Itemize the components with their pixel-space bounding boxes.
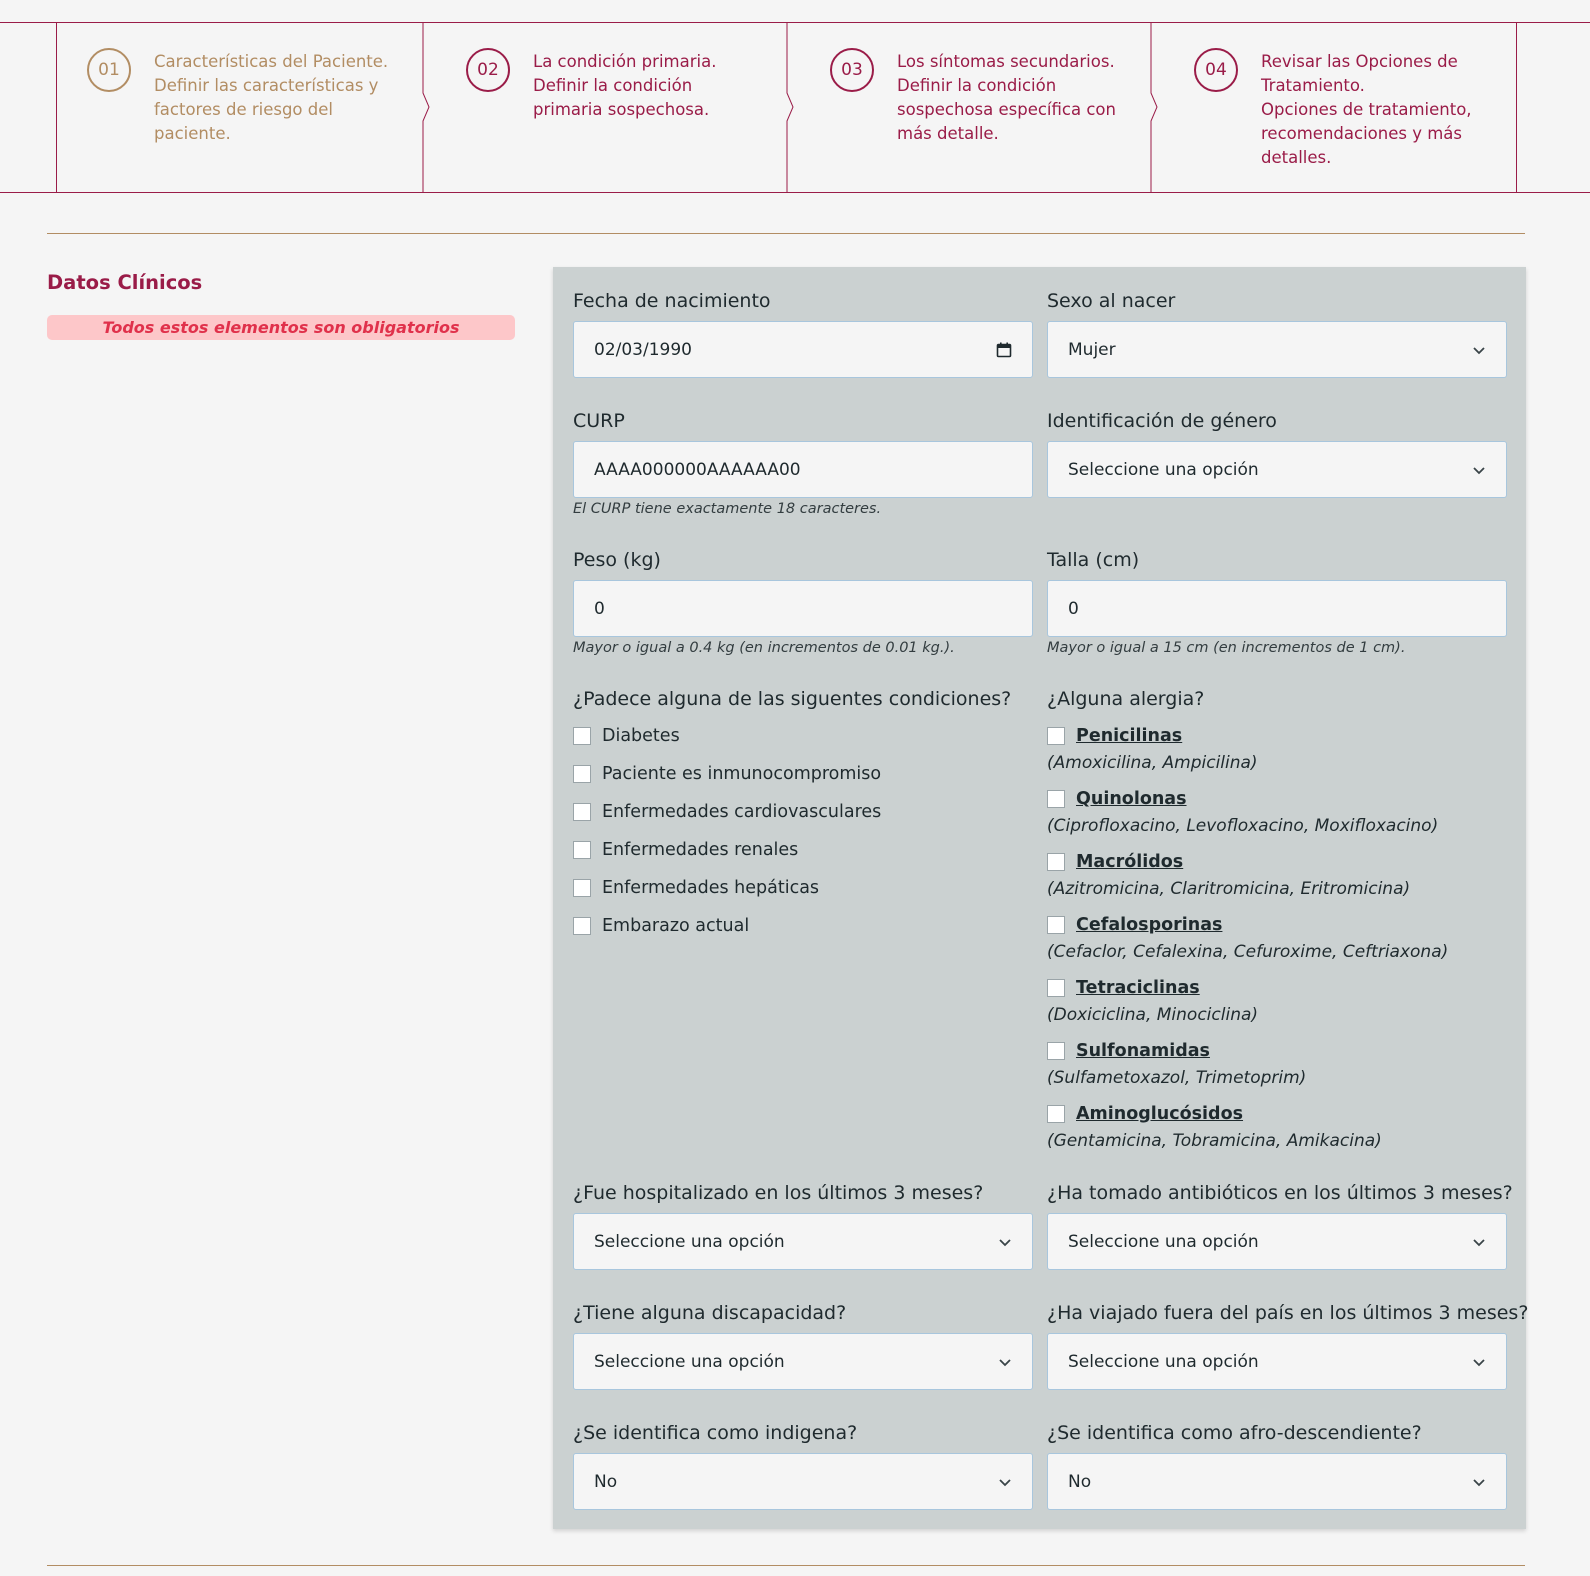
gender-field <box>1047 409 1507 498</box>
birthdate-input[interactable] <box>573 321 1033 378</box>
allergy-aminoglucosidos <box>1047 1100 1507 1154</box>
height-input[interactable] <box>1047 580 1507 637</box>
allergy-name-link[interactable]: Quinolonas <box>1076 789 1187 809</box>
select-value: No <box>1068 1471 1092 1492</box>
antibiotics-select[interactable] <box>1047 1213 1507 1270</box>
calendar-icon[interactable] <box>996 342 1012 358</box>
allergy-description: (Doxiciclina, Minociclina) <box>1047 1005 1259 1025</box>
step-description: La condición primaria. Definir la condición primaria sospechosa. <box>533 52 717 119</box>
travel-field <box>1047 1301 1529 1390</box>
checkbox[interactable] <box>1047 853 1065 871</box>
field-label: Fecha de nacimiento <box>573 290 771 312</box>
field-label: Identificación de género <box>1047 410 1277 432</box>
field-label: ¿Tiene alguna discapacidad? <box>573 1302 847 1324</box>
conditions-group <box>573 687 1033 945</box>
weight-field <box>573 548 1033 656</box>
sex-field <box>1047 289 1507 378</box>
allergy-name-link[interactable]: Tetraciclinas <box>1076 978 1200 998</box>
sex-select[interactable] <box>1047 321 1507 378</box>
select-value: No <box>594 1471 618 1492</box>
allergy-macrolidos <box>1047 848 1507 902</box>
checkbox[interactable] <box>1047 1042 1065 1060</box>
disability-field <box>573 1301 1033 1390</box>
field-label: ¿Se identifica como afro-descendiente? <box>1047 1422 1422 1444</box>
allergy-name-link[interactable]: Aminoglucósidos <box>1076 1104 1244 1124</box>
curp-field <box>573 409 1033 517</box>
select-value: Mujer <box>1068 339 1116 360</box>
condition-cardiovascular[interactable]: Enfermedades cardiovasculares <box>573 793 1033 831</box>
checkbox[interactable] <box>573 917 591 935</box>
stepper-divider <box>1516 23 1517 192</box>
chevron-down-icon <box>998 1477 1012 1487</box>
step-description: Revisar las Opciones de Tratamiento. Opciones de tratamiento, recomendaciones y más detalles. <box>1261 52 1472 167</box>
allergy-name-link[interactable]: Penicilinas <box>1076 726 1183 746</box>
checkbox[interactable] <box>1047 727 1065 745</box>
allergy-penicilinas <box>1047 722 1507 776</box>
checkbox[interactable] <box>573 879 591 897</box>
chevron-down-icon <box>1472 1357 1486 1367</box>
chevron-down-icon <box>1472 1237 1486 1247</box>
checkbox[interactable] <box>1047 979 1065 997</box>
required-notice-badge: Todos estos elementos son obligatorios <box>47 315 515 340</box>
step-1[interactable] <box>57 23 423 192</box>
birthdate-field <box>573 289 1033 378</box>
chevron-down-icon <box>1472 1477 1486 1487</box>
section-divider <box>47 233 1525 234</box>
step-number: 04 <box>1194 48 1238 92</box>
checkbox[interactable] <box>573 727 591 745</box>
select-value: Seleccione una opción <box>594 1231 785 1252</box>
condition-hepatic[interactable]: Enfermedades hepáticas <box>573 869 1033 907</box>
select-value: Seleccione una opción <box>594 1351 785 1372</box>
field-label: ¿Alguna alergia? <box>1047 688 1205 710</box>
field-label: ¿Fue hospitalizado en los últimos 3 meses? <box>573 1182 984 1204</box>
indigenous-select[interactable] <box>573 1453 1033 1510</box>
field-hint: Mayor o igual a 0.4 kg (en incrementos de 0.01 kg.). <box>573 640 955 656</box>
allergies-group <box>1047 687 1507 1163</box>
disability-select[interactable] <box>573 1333 1033 1390</box>
field-label: ¿Se identifica como indigena? <box>573 1422 858 1444</box>
step-3[interactable] <box>787 23 1151 192</box>
allergy-name-link[interactable]: Macrólidos <box>1076 852 1184 872</box>
checkbox[interactable] <box>1047 1105 1065 1123</box>
chevron-down-icon <box>1472 465 1486 475</box>
field-label: ¿Ha viajado fuera del país en los últimos 3 meses? <box>1047 1302 1529 1324</box>
step-number: 02 <box>466 48 510 92</box>
select-value: Seleccione una opción <box>1068 1351 1259 1372</box>
field-label: Sexo al nacer <box>1047 290 1176 312</box>
chevron-down-icon <box>998 1357 1012 1367</box>
allergy-name-link[interactable]: Sulfonamidas <box>1076 1041 1210 1061</box>
allergy-description: (Sulfametoxazol, Trimetoprim) <box>1047 1068 1307 1088</box>
hospitalized-field <box>573 1181 1033 1270</box>
condition-renal[interactable]: Enfermedades renales <box>573 831 1033 869</box>
step-description: Los síntomas secundarios. Definir la condición sospechosa específica con más detalle. <box>897 52 1116 143</box>
input-value: 02/03/1990 <box>594 339 692 360</box>
select-value: Seleccione una opción <box>1068 1231 1259 1252</box>
afro-field <box>1047 1421 1507 1510</box>
field-hint: Mayor o igual a 15 cm (en incrementos de 1 cm). <box>1047 640 1406 656</box>
step-4[interactable] <box>1151 23 1516 192</box>
field-label: Talla (cm) <box>1047 549 1140 571</box>
condition-immunocompromised[interactable]: Paciente es inmunocompromiso <box>573 755 1033 793</box>
condition-pregnancy[interactable]: Embarazo actual <box>573 907 1033 945</box>
antibiotics-field <box>1047 1181 1513 1270</box>
input-value: AAAA000000AAAAAA00 <box>594 459 801 480</box>
checkbox[interactable] <box>573 765 591 783</box>
allergy-description: (Amoxicilina, Ampicilina) <box>1047 753 1258 773</box>
allergy-description: (Gentamicina, Tobramicina, Amikacina) <box>1047 1131 1382 1151</box>
curp-input[interactable] <box>573 441 1033 498</box>
allergy-name-link[interactable]: Cefalosporinas <box>1076 915 1223 935</box>
step-number: 01 <box>87 48 131 92</box>
input-value: 0 <box>1068 598 1079 619</box>
clinical-data-form <box>553 267 1529 1529</box>
allergy-description: (Cefaclor, Cefalexina, Cefuroxime, Ceftriaxona) <box>1047 942 1449 962</box>
checkbox[interactable] <box>1047 916 1065 934</box>
select-value: Seleccione una opción <box>1068 459 1259 480</box>
allergy-description: (Ciprofloxacino, Levofloxacino, Moxifloxacino) <box>1047 816 1439 836</box>
field-label: ¿Ha tomado antibióticos en los últimos 3 meses? <box>1047 1182 1513 1204</box>
field-label: Peso (kg) <box>573 549 661 571</box>
allergy-quinolonas <box>1047 785 1507 839</box>
gender-select[interactable] <box>1047 441 1507 498</box>
section-title: Datos Clínicos <box>47 271 203 294</box>
travel-select[interactable] <box>1047 1333 1507 1390</box>
checkbox[interactable] <box>573 841 591 859</box>
field-hint: El CURP tiene exactamente 18 caracteres. <box>573 501 882 517</box>
field-label: ¿Padece alguna de las siguentes condiciones? <box>573 688 1012 710</box>
chevron-down-icon <box>998 1237 1012 1247</box>
checkbox[interactable] <box>1047 790 1065 808</box>
hospitalized-select[interactable] <box>573 1213 1033 1270</box>
checkbox[interactable] <box>573 803 591 821</box>
allergy-sulfonamidas <box>1047 1037 1507 1091</box>
section-divider <box>47 1565 1525 1566</box>
step-description: Características del Paciente. Definir las características y factores de riesgo del paciente. <box>154 52 389 143</box>
allergy-description: (Azitromicina, Claritromicina, Eritromicina) <box>1047 879 1411 899</box>
weight-input[interactable] <box>573 580 1033 637</box>
chevron-down-icon <box>1472 345 1486 355</box>
allergy-tetraciclinas <box>1047 974 1507 1028</box>
allergy-cefalosporinas <box>1047 911 1507 965</box>
indigenous-field <box>573 1421 1033 1510</box>
progress-stepper <box>0 22 1590 193</box>
condition-diabetes[interactable]: Diabetes <box>573 717 1033 755</box>
afro-select[interactable] <box>1047 1453 1507 1510</box>
step-number: 03 <box>830 48 874 92</box>
height-field <box>1047 548 1507 656</box>
input-value: 0 <box>594 598 605 619</box>
step-2[interactable] <box>423 23 787 192</box>
field-label: CURP <box>573 410 625 432</box>
